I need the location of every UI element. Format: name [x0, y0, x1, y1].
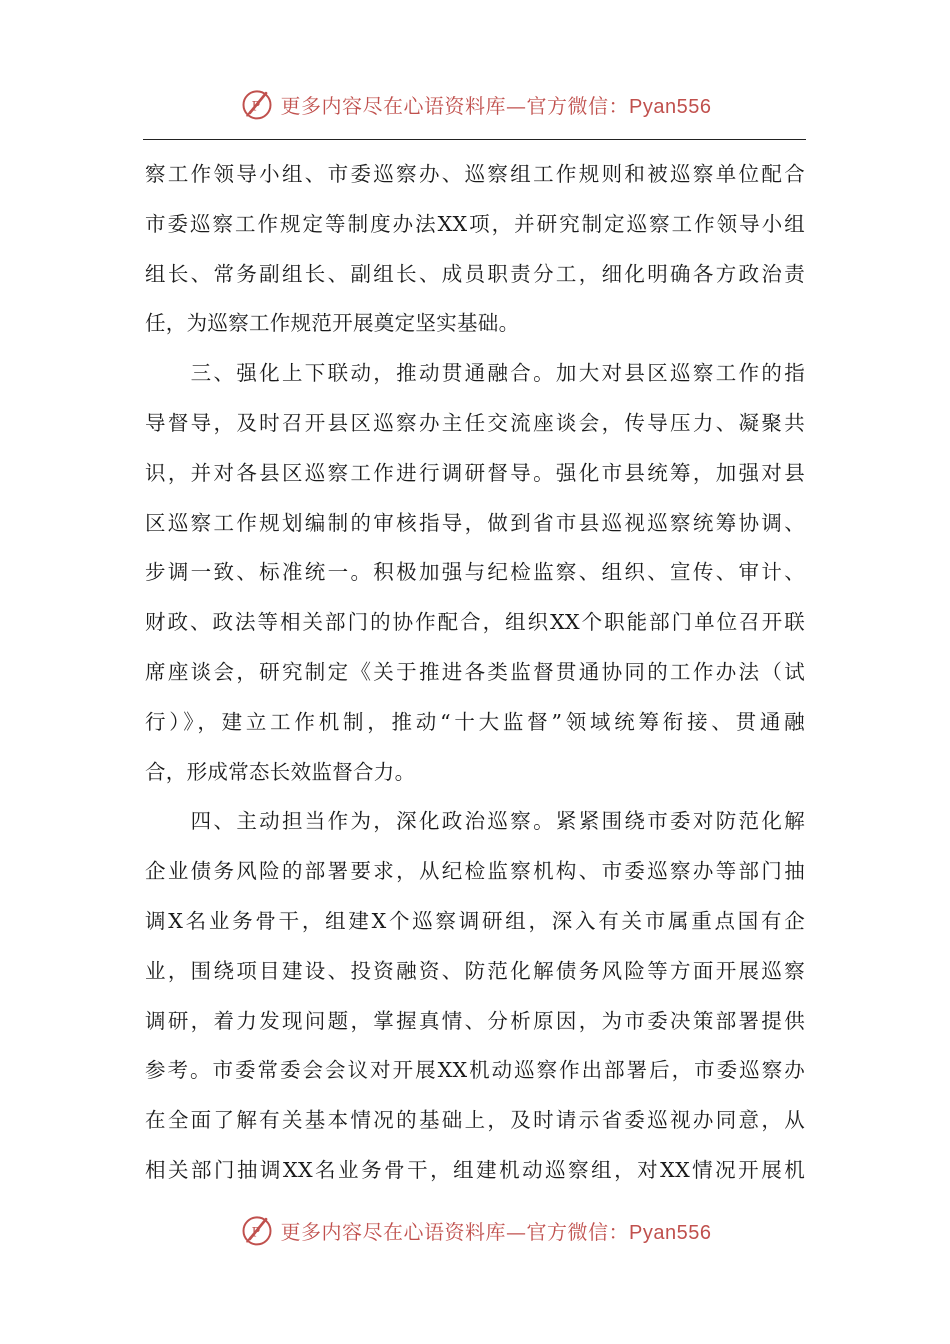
watermark-wechat-id: Pyan556 [629, 1221, 712, 1244]
text-line: 调研，着力发现问题，掌握真情、分析原因，为市委决策部署提供 [145, 1008, 805, 1033]
text-line: 四、主动担当作为，深化政治巡察。紧紧围绕市委对防范化解 [145, 809, 805, 834]
footer-watermark [0, 1210, 950, 1250]
document-body [145, 150, 805, 1196]
watermark-text [281, 90, 712, 119]
watermark-label: 更多内容尽在心语资料库—官方微信： [280, 93, 630, 118]
text-line: 参考。市委常委会会议对开展XX机动巡察作出部署后，市委巡察办 [145, 1058, 805, 1083]
text-line: 识，并对各县区巡察工作进行调研督导。强化市县统筹，加强对县 [145, 460, 805, 485]
header-watermark [0, 84, 950, 124]
text-line: 企业债务风险的部署要求，从纪检监察机构、市委巡察办等部门抽 [145, 859, 805, 884]
text-line: 财政、政法等相关部门的协作配合，组织XX个职能部门单位召开联 [145, 610, 805, 635]
text-line: 步调一致、标准统一。积极加强与纪检监察、组织、宣传、审计、 [145, 560, 805, 585]
text-line: 席座谈会，研究制定《关于推进各类监督贯通协同的工作办法（试 [145, 659, 805, 684]
text-line: 在全面了解有关基本情况的基础上，及时请示省委巡视办同意，从 [145, 1108, 805, 1133]
text-line: 区巡察工作规划编制的审核指导，做到省市县巡视巡察统筹协调、 [145, 510, 805, 535]
watermark-label: 更多内容尽在心语资料库—官方微信： [280, 1219, 630, 1244]
text-line: 组长、常务副组长、副组长、成员职责分工，细化明确各方政治责 [145, 261, 805, 286]
pen-logo-icon [239, 1212, 275, 1248]
svg-text:P: P [251, 98, 260, 114]
text-line: 合，形成常态长效监督合力。 [145, 759, 416, 784]
text-line: 察工作领导小组、市委巡察办、巡察组工作规则和被巡察单位配合 [145, 162, 805, 186]
pen-logo-icon [239, 86, 275, 122]
text-line: 行）》，建立工作机制，推动“十大监督”领域统筹衔接、贯通融 [145, 709, 805, 734]
header-divider [143, 139, 806, 140]
text-line: 导督导，及时召开县区巡察办主任交流座谈会，传导压力、凝聚共 [145, 410, 805, 435]
text-line: 调X名业务骨干，组建X个巡察调研组，深入有关市属重点国有企 [145, 908, 805, 933]
watermark-wechat-id: Pyan556 [629, 95, 712, 118]
svg-text:P: P [251, 1224, 260, 1240]
text-line: 三、强化上下联动，推动贯通融合。加大对县区巡察工作的指 [145, 361, 805, 386]
text-line: 业，围绕项目建设、投资融资、防范化解债务风险等方面开展巡察 [145, 958, 805, 983]
watermark-text [281, 1216, 712, 1245]
text-line: 市委巡察工作规定等制度办法XX项，并研究制定巡察工作领导小组 [145, 211, 805, 236]
text-line: 相关部门抽调XX名业务骨干，组建机动巡察组，对XX情况开展机 [145, 1157, 805, 1182]
text-line: 任，为巡察工作规范开展奠定坚实基础。 [145, 311, 520, 336]
